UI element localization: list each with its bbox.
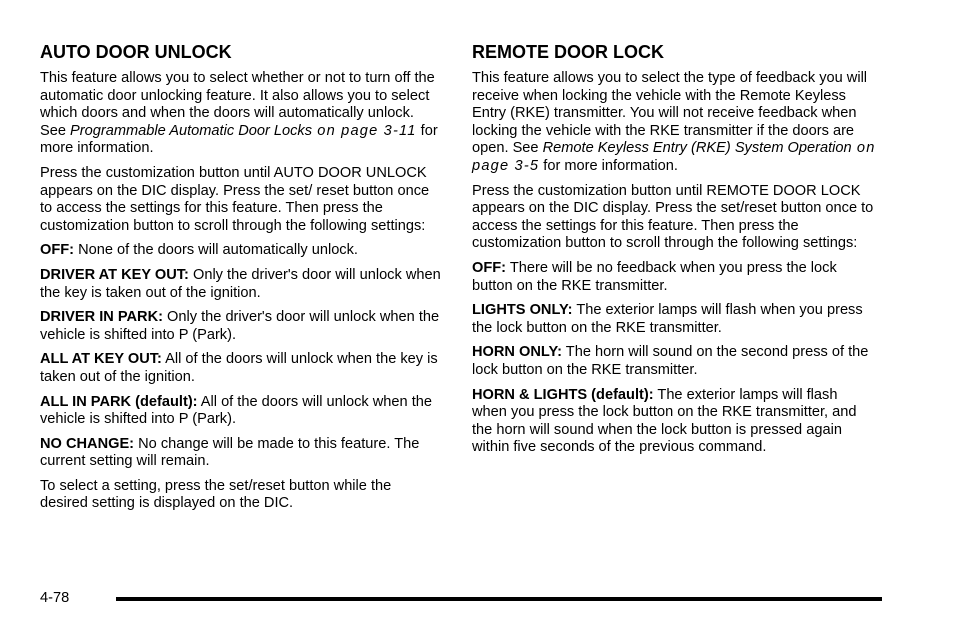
intro-text: This feature allows you to select whether or not to turn off the automatic door unlocking feature. It also allows you to select which doors and when the doors will automatically unlock. See xyxy=(40,70,435,139)
option-term: LIGHTS ONLY: xyxy=(472,302,573,319)
instructions-paragraph: Press the customization button until AUTO DOOR UNLOCK appears on the DIC display. Press the set/ reset button once to access the settings for this feature. Then press the customization button to scroll through the following settings: xyxy=(40,164,430,234)
cross-reference-page[interactable]: on page 3-5 xyxy=(472,140,876,174)
option-desc: All of the doors will unlock when the vehicle is shifted into P (Park). xyxy=(40,393,432,428)
option-desc: None of the doors will automatically unlock. xyxy=(74,242,358,259)
option-desc: Only the driver's door will unlock when the key is taken out of the ignition. xyxy=(40,266,441,301)
option-desc: No change will be made to this feature. The current setting will remain. xyxy=(40,435,420,470)
intro-text-end: for more information. xyxy=(539,157,678,174)
option-item xyxy=(472,302,876,337)
option-term: DRIVER IN PARK: xyxy=(40,309,163,326)
intro-paragraph xyxy=(472,70,876,176)
intro-text: This feature allows you to select the type of feedback you will receive when locking the vehicle with the Remote Keyless Entry (RKE) transmitter. You will not receive feedback when locking the vehicle with the RKE transmitter if the doors are open. See xyxy=(472,70,868,157)
cross-reference-page[interactable]: on page 3-11 xyxy=(312,122,417,139)
option-desc: The exterior lamps will flash when you press the lock button on the RKE transmitter, and the horn will sound when the lock button is pressed again within five seconds of the previous command. xyxy=(472,386,857,456)
option-item xyxy=(472,344,876,379)
option-item xyxy=(472,260,876,295)
option-item xyxy=(40,309,442,344)
option-term: DRIVER AT KEY OUT: xyxy=(40,266,189,283)
option-item xyxy=(40,436,442,471)
cross-reference-link[interactable] xyxy=(70,123,417,139)
option-item xyxy=(40,351,442,386)
option-term: HORN & LIGHTS (default): xyxy=(472,386,654,403)
intro-text-end: for more information. xyxy=(40,122,438,157)
option-desc: All of the doors will unlock when the key is taken out of the ignition. xyxy=(40,351,438,385)
option-term: NO CHANGE: xyxy=(40,435,135,452)
option-desc: There will be no feedback when you press the lock button on the RKE transmitter. xyxy=(472,259,837,294)
option-item xyxy=(40,394,442,429)
right-column xyxy=(472,42,876,464)
section-heading-remote-door-lock: REMOTE DOOR LOCK xyxy=(472,42,664,62)
option-item xyxy=(472,387,876,457)
instructions-paragraph: Press the customization button until REMOTE DOOR LOCK appears on the DIC display. Press the set/reset button once to access the settings for this feature. Then press the customization button to scroll through the following settings: xyxy=(472,182,874,252)
cross-reference-title[interactable]: Programmable Automatic Door Locks xyxy=(70,122,313,139)
section-heading-auto-door-unlock: AUTO DOOR UNLOCK xyxy=(40,42,232,62)
option-term: HORN ONLY: xyxy=(472,344,562,361)
option-item xyxy=(40,267,442,302)
option-desc: The horn will sound on the second press of the lock button on the RKE transmitter. xyxy=(472,344,869,378)
option-term: ALL IN PARK (default): xyxy=(40,393,198,410)
closing-paragraph: To select a setting, press the set/reset button while the desired setting is displayed on the DIC. xyxy=(40,477,392,512)
footer-divider xyxy=(116,597,882,601)
option-item xyxy=(40,242,442,260)
option-term: OFF: xyxy=(40,242,75,259)
option-desc: Only the driver's door will unlock when the vehicle is shifted into P (Park). xyxy=(40,309,440,343)
option-desc: The exterior lamps will flash when you press the lock button on the RKE transmitter. xyxy=(472,302,863,336)
option-term: OFF: xyxy=(472,259,507,276)
page-number: 4-78 xyxy=(40,590,70,606)
left-column xyxy=(40,42,442,520)
cross-reference-title[interactable]: Remote Keyless Entry (RKE) System Operation xyxy=(542,140,852,157)
intro-paragraph xyxy=(40,70,442,158)
option-term: ALL AT KEY OUT: xyxy=(40,351,162,368)
